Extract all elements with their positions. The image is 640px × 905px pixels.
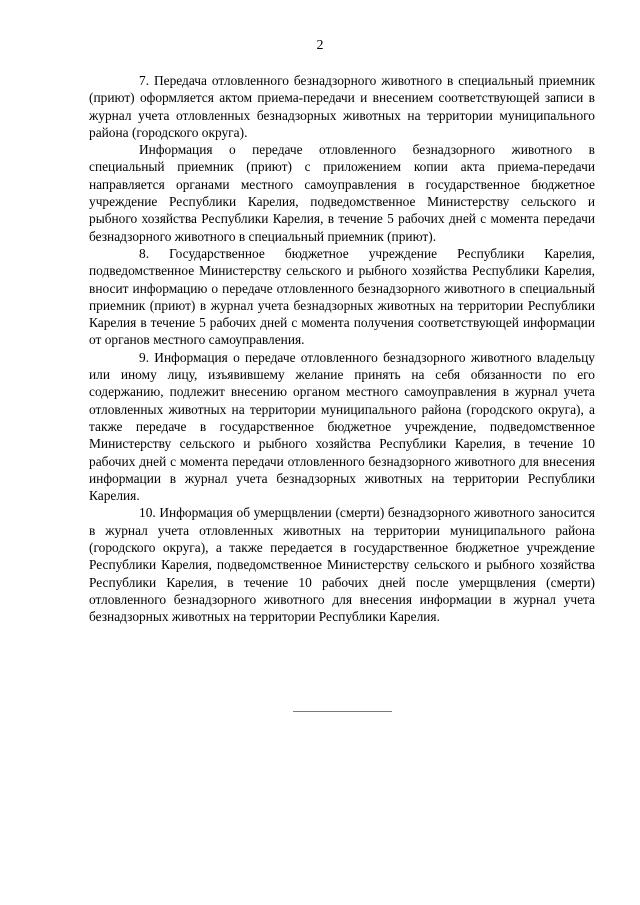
end-of-document-rule — [293, 711, 392, 712]
paragraph-8: 8. Государственное бюджетное учреждение Республики Карелия, подведомственное Министерству сельского и рыбного хозяйства Республики Карелия, вносит информацию о передаче отловленного безнадзорного животного в специальный приемник (приют) в журнал учета безнадзорных животных на территории Республики Карелия в течение 5 рабочих дней с момента получения соответствующей информации от органов местного самоуправления. — [89, 245, 595, 348]
document-body — [89, 72, 595, 626]
paragraph-10: 10. Информация об умерщвлении (смерти) безнадзорного животного заносится в журнал учета отловленных животных на территории муниципального района (городского округа), а также передается в государственное бюджетное учреждение Республики Карелия, подведомственное Министерству сельского и рыбного хозяйства Республики Карелия, в течение 10 рабочих дней после умерщвления (смерти) отловленного безнадзорного животного для внесения информации в журнал учета безнадзорных животных на территории Республики Карелия. — [89, 505, 595, 625]
paragraph-7: 7. Передача отловленного безнадзорного животного в специальный приемник (приют) оформляется актом приема-передачи и внесением соответствующей записи в журнал учета отловленных безнадзорных животных на территории муниципального района (городского округа). — [89, 73, 595, 140]
paragraph-9: 9. Информация о передаче отловленного безнадзорного животного владельцу или иному лицу, изъявившему желание принять на себя обязанности по его содержанию, подлежит внесению органом местного самоуправления в журнал учета отловленных животных на территории муниципального района (городского округа), а также передаче в государственное бюджетное учреждение, подведомственное Министерству сельского и рыбного хозяйства Республики Карелия, в течение 10 рабочих дней с момента передачи отловленного безнадзорного животного для внесения информации в журнал учета безнадзорных животных на территории Республики Карелия. — [89, 349, 595, 504]
paragraph-7-info: Информация о передаче отловленного безнадзорного животного в специальный приемник (приют) с приложением копии акта приема-передачи направляется органами местного самоуправления в государственное бюджетное учреждение Республики Карелия, подведомственное Министерству сельского и рыбного хозяйства Республики Карелия, в течение 5 рабочих дней с момента передачи безнадзорного животного в специальный приемник (приют). — [89, 142, 595, 244]
page-number: 2 — [316, 38, 324, 53]
